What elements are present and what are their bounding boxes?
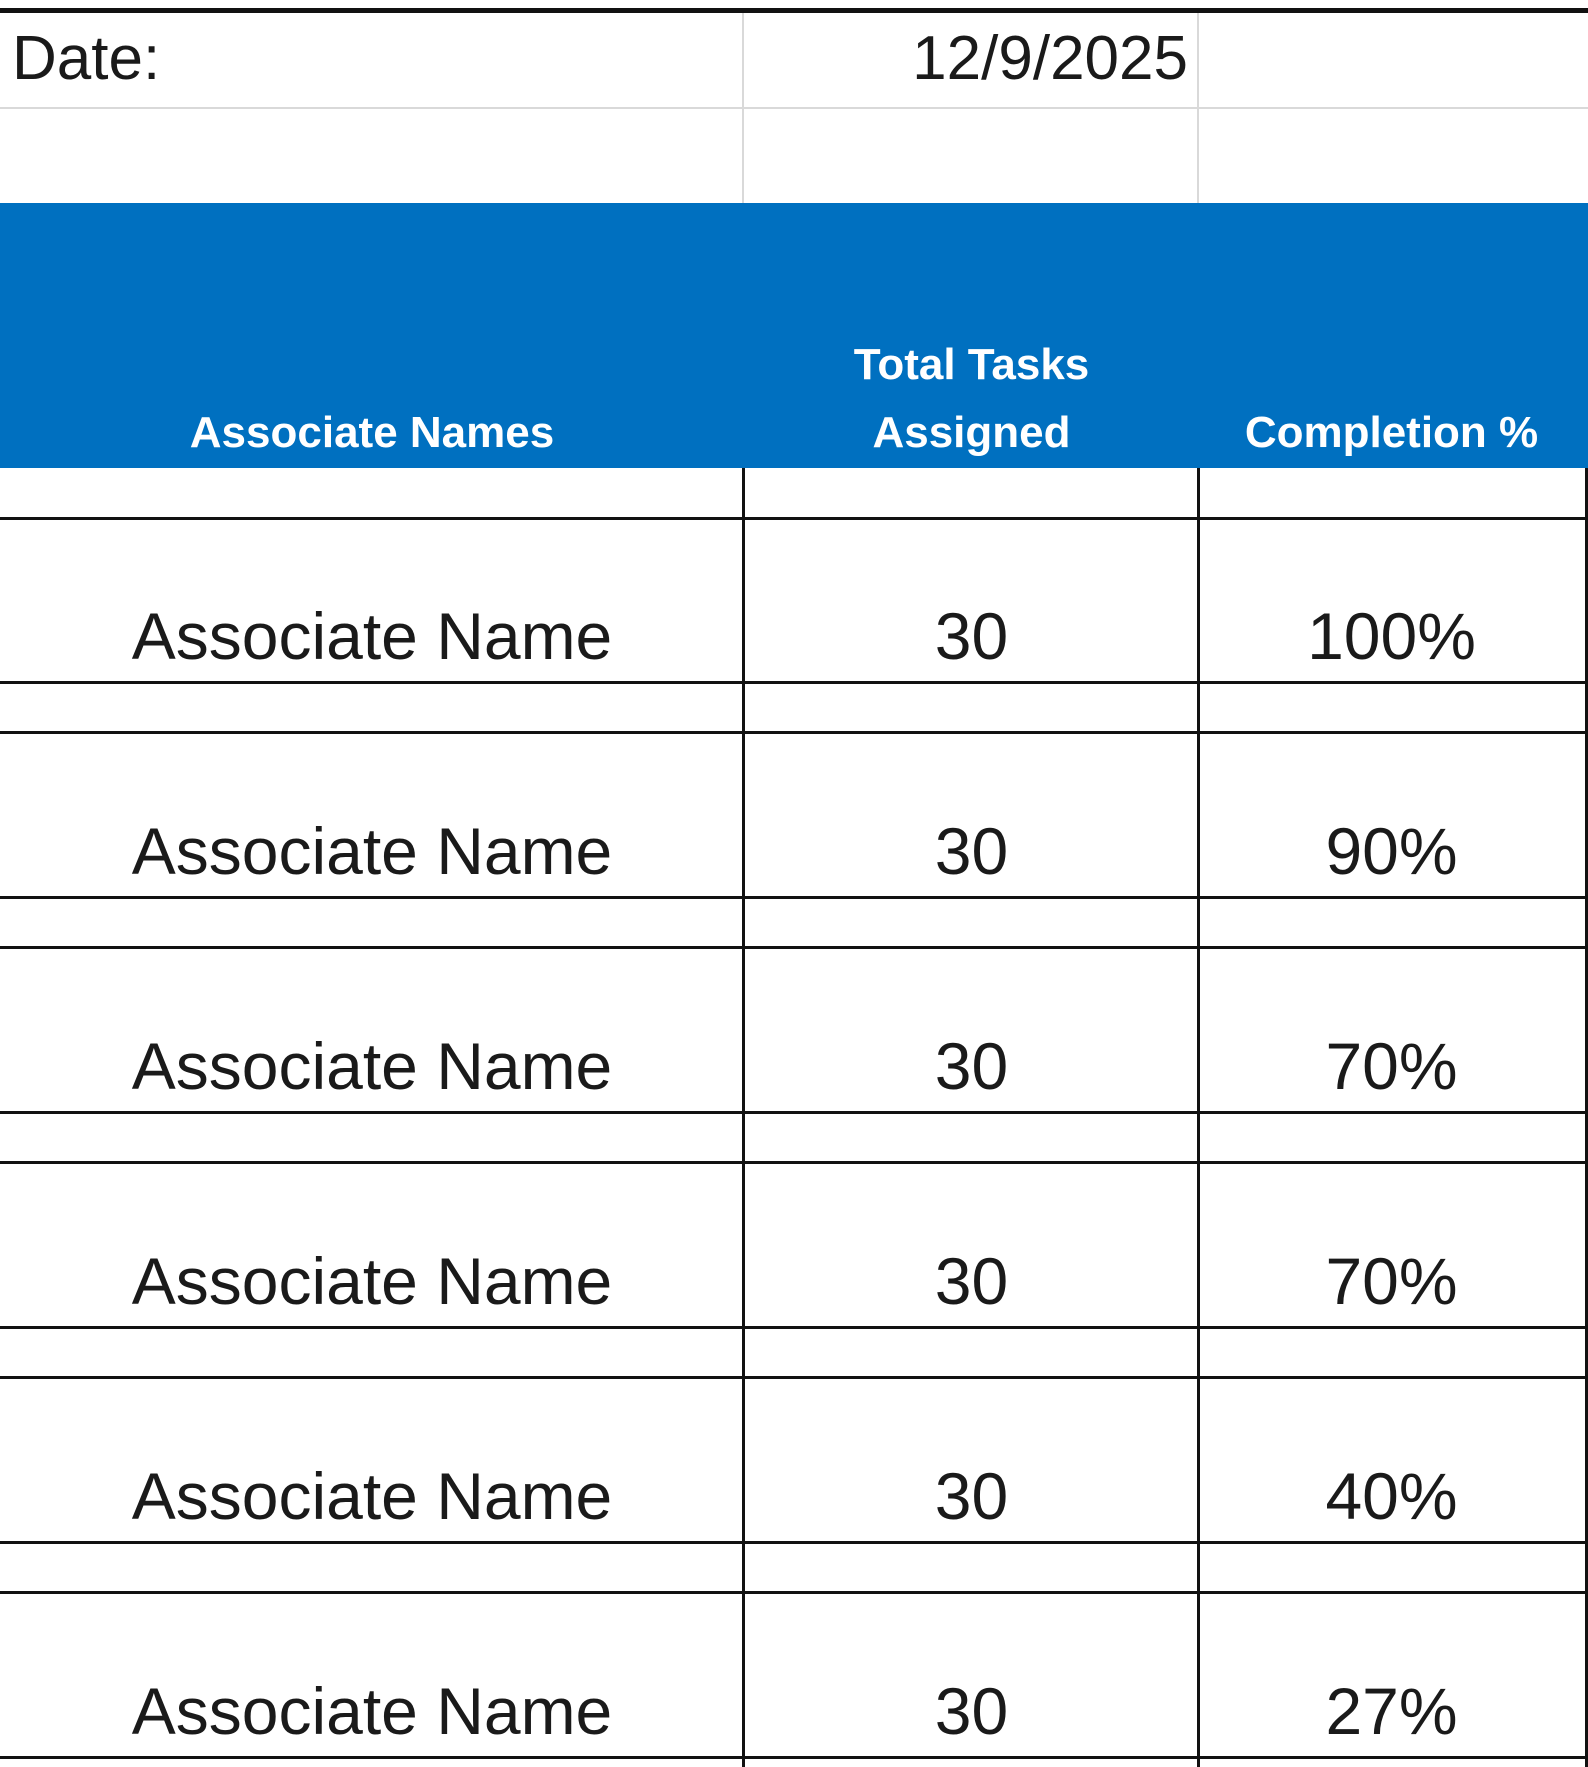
row-divider [0,1326,1588,1329]
row-divider [0,517,1588,520]
total-tasks-cell[interactable]: 30 [934,599,1009,673]
header-total-tasks[interactable] [744,331,1199,467]
associate-name-cell[interactable]: Associate Name [131,814,613,888]
total-tasks-cell[interactable]: 30 [934,1029,1009,1103]
row-divider [0,896,1588,899]
header-total-tasks-line2: Assigned [872,408,1071,457]
row-divider [0,1756,1588,1759]
associate-name-cell[interactable]: Associate Name [131,1459,613,1533]
completion-cell[interactable]: 90% [1325,814,1458,888]
row-divider [0,1591,1588,1594]
header-completion[interactable]: Completion % [1244,408,1539,457]
completion-cell[interactable]: 70% [1325,1029,1458,1103]
row-divider [0,1111,1588,1114]
header-associate-names[interactable]: Associate Names [189,408,555,457]
total-tasks-cell[interactable]: 30 [934,1459,1009,1533]
row-divider [0,1376,1588,1379]
completion-cell[interactable]: 100% [1307,599,1476,673]
header-total-tasks-line1: Total Tasks [853,340,1090,389]
total-tasks-cell[interactable]: 30 [934,1244,1009,1318]
associate-name-cell[interactable]: Associate Name [131,1244,613,1318]
row-divider [0,681,1588,684]
date-value[interactable]: 12/9/2025 [912,24,1188,93]
date-label: Date: [12,24,161,93]
row-divider [0,946,1588,949]
row-divider [0,1161,1588,1164]
associate-name-cell[interactable]: Associate Name [131,599,613,673]
top-border [0,8,1588,13]
completion-cell[interactable]: 40% [1325,1459,1458,1533]
completion-cell[interactable]: 70% [1325,1244,1458,1318]
associate-name-cell[interactable]: Associate Name [131,1674,613,1748]
completion-cell[interactable]: 27% [1325,1674,1458,1748]
gridline [0,107,1588,109]
total-tasks-cell[interactable]: 30 [934,1674,1009,1748]
row-divider [0,1541,1588,1544]
row-divider [0,731,1588,734]
associate-name-cell[interactable]: Associate Name [131,1029,613,1103]
total-tasks-cell[interactable]: 30 [934,814,1009,888]
